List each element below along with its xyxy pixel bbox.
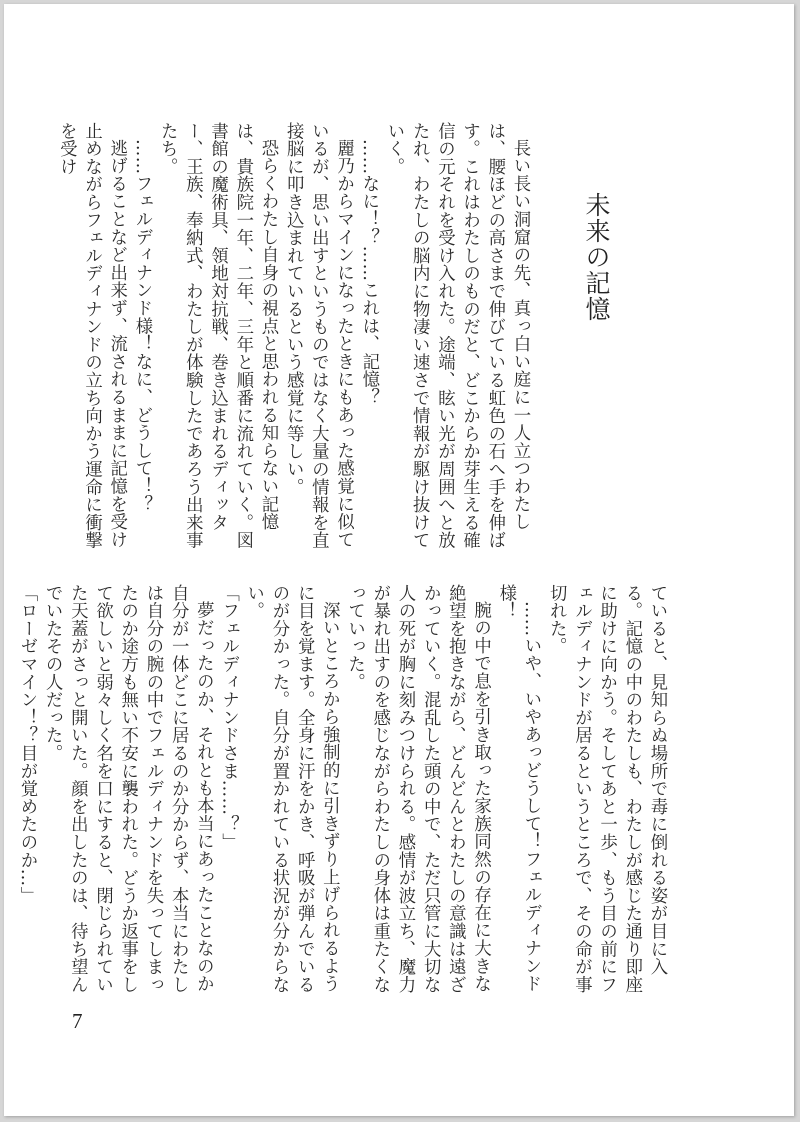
paragraph: 長い長い洞窟の先、真っ白い庭に一人立つわたしは、腰ほどの高さまで伸びている虹色の石へ手を伸ばす。これはわたしのものだと、どこからか芽生える確信の元それを受け入れた。途端、眩い光が周囲へと放たれ、わたしの脳内に物凄い速さで情報が駆け抜けていく。 [383,122,530,550]
paragraph: 麗乃からマインになったときにもあった感覚に似ているが、思い出すというものではなく大量の情報を直接脳に叩き込まれているという感覚に等しい。 [283,122,354,550]
book-page [4,4,794,1116]
text-block-top [53,122,532,554]
paragraph: ……フェルディナンド様！なに、どうして！？ [131,139,152,514]
paragraph: 深いところから強制的に引きずり上げられるように目を覚ます。全身に汗をかき、呼吸が弾んでいるのが分かった。自分が置かれている状況が分からない。 [243,584,340,994]
paragraph: ……いや、いやあっどうして！フェルディナンド様！ [495,584,541,993]
paragraph: ……なに！？……これは、記憶？ [358,139,379,407]
text-block-bottom [14,584,669,1004]
chapter-title: 未来の記憶 [582,192,611,322]
paragraph: 恐らくわたし自身の視点と思われる知らない記憶は、貴族院一年、二年、三年と順番に流れていく。図書館の魔術具、領地対抗戦、巻き込まれるディッター、王族、奉納式、わたしが体験したであろう出来事たち。 [157,122,278,550]
paragraph: 逃げることなど出来ず、流されるままに記憶を受け止めながらフェルディナンドの立ち向かう運命に衝撃を受け [56,122,127,550]
paragraph: 腕の中で息を引き取った家族同然の存在に大きな絶望を抱きながら、どんどんとわたしの意識は遠ざかっていく。混乱した頭の中で、ただ只管に大切な人の死が胸に刻みつけられる。感情が波立ち、魔力が暴れ出すのを感じながらわたしの身体は重たくなっていった。 [344,584,491,994]
paragraph: 夢だったのか、それとも本当にあったことなのか自分が一体どこに居るのか分からず、本当にわたしは自分の腕の中でフェルディナンドを失ってしまったのか途方も無い不安に襲われた。どうか返事をして欲しいと弱々しく名を口にすると、閉じられていた天蓋がさっと開いた。顔を出したのは、待ち望んでいたその人だった。 [42,584,214,994]
paragraph: ていると、見知らぬ場所で毒に倒れる姿が目に入る。記憶の中のわたしも、わたしが感じた通り即座に助けに向かう。そしてあと一歩、もう目の前にフェルディナンドが居るというところで、その命が事切れた。 [546,584,667,994]
page-number: 7 [72,1009,83,1033]
dialogue-line: 「ローゼマイン！？目が覚めたのか…」 [16,584,37,905]
dialogue-line: 「フェルディナンドさま……？」 [218,584,239,851]
